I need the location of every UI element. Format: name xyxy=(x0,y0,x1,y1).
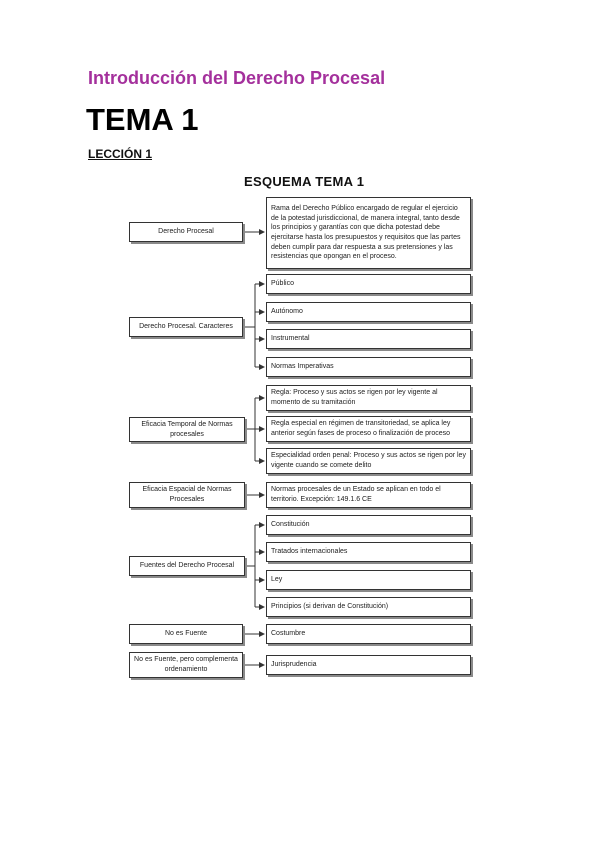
concept-box-complementa: No es Fuente, pero complementa ordenamiento xyxy=(129,652,243,678)
item-box-tratados: Tratados internacionales xyxy=(266,542,471,562)
concept-box-no-es-fuente: No es Fuente xyxy=(129,624,243,644)
item-box-normas-territorio: Normas procesales de un Estado se aplican en todo el territorio. Excepción: 149.1.6 CE xyxy=(266,482,471,508)
item-box-jurisprudencia: Jurisprudencia xyxy=(266,655,471,675)
item-box-costumbre: Costumbre xyxy=(266,624,471,644)
item-box-normas-imperativas: Normas Imperativas xyxy=(266,357,471,377)
concept-box-eficacia-temporal: Eficacia Temporal de Normas procesales xyxy=(129,417,245,442)
concept-box-fuentes: Fuentes del Derecho Procesal xyxy=(129,556,245,576)
concept-box-caracteres: Derecho Procesal. Caracteres xyxy=(129,317,243,337)
course-title: Introducción del Derecho Procesal xyxy=(88,68,386,88)
item-box-especialidad-penal: Especialidad orden penal: Proceso y sus actos se rigen por ley vigente cuando se comete delito xyxy=(266,448,471,474)
item-box-principios: Principios (si derivan de Constitución) xyxy=(266,597,471,617)
item-box-regla: Regla: Proceso y sus actos se rigen por ley vigente al momento de su tramitación xyxy=(266,385,471,411)
concept-box-derecho-procesal: Derecho Procesal xyxy=(129,222,243,242)
leccion-label: LECCIÓN 1 xyxy=(88,147,153,161)
concept-box-eficacia-espacial: Eficacia Espacial de Normas Procesales xyxy=(129,482,245,508)
definition-box: Rama del Derecho Público encargado de regular el ejercicio de la potestad jurisdiccional, de manera integral, tanto desde los principios y garantías con que dicha potestad debe ejercitarse hasta los presupuestos y requisitos que las partes deben cumplir para dar respuesta a sus pretensiones y las resistencias que opongan en el proceso. xyxy=(266,197,471,269)
item-box-constitucion: Constitución xyxy=(266,515,471,535)
item-box-ley: Ley xyxy=(266,570,471,590)
schema-title: ESQUEMA TEMA 1 xyxy=(244,174,365,189)
item-box-autonomo: Autónomo xyxy=(266,302,471,322)
item-box-instrumental: Instrumental xyxy=(266,329,471,349)
item-box-regla-especial: Regla especial en régimen de transitoriedad, se aplica ley anterior según fases de proceso o finalización de proceso xyxy=(266,416,471,442)
tema-title: TEMA 1 xyxy=(86,102,199,137)
item-box-publico: Público xyxy=(266,274,471,294)
